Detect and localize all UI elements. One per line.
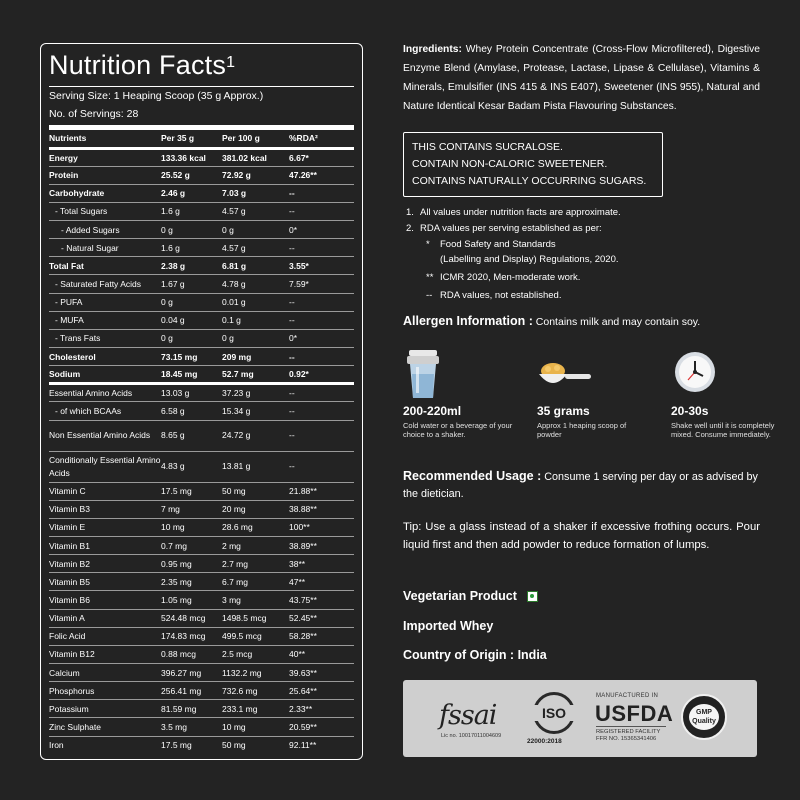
per-100g-value: 50 mg: [222, 740, 246, 751]
nutrient-name: Phosphorus: [49, 682, 161, 700]
nutrition-title: Nutrition Facts$^1$: [49, 49, 354, 87]
per-100g-value: 0 g: [222, 329, 289, 347]
per-35g-value: 0.95 mg: [161, 555, 222, 573]
per-100g-value: 15.34 g: [222, 402, 289, 420]
per-35g-value: 133.36 kcal: [161, 148, 222, 166]
per-35g-value: 0.88 mcg: [161, 645, 222, 663]
nutrient-name: Folic Acid: [49, 627, 161, 645]
note-item: 2. RDA values per serving established as per:: [406, 223, 602, 234]
table-row: [49, 573, 354, 591]
per-100g-value: 50 mg: [222, 482, 289, 500]
warning-line: CONTAINS NATURALLY OCCURRING SUGARS.: [412, 175, 647, 187]
nutrient-name: - Trans Fats: [49, 329, 161, 347]
nutrient-name: - Saturated Fatty Acids: [49, 275, 161, 293]
nutrient-name: Cholesterol: [49, 348, 161, 366]
nutrient-name: Potassium: [49, 700, 161, 718]
table-row: [49, 293, 354, 311]
rda-value: 38.88**: [289, 500, 354, 518]
per-35g-value: 25.52 g: [161, 166, 222, 184]
nutrient-name: - PUFA: [49, 293, 161, 311]
nutrient-name: Vitamin B2: [49, 555, 161, 573]
per-100g-value: 13.81 g: [222, 451, 289, 482]
table-row: [49, 627, 354, 645]
step-title: 35 grams: [537, 404, 590, 418]
gmp-seal-text: GMP Quality: [689, 704, 719, 730]
per-35g-value: 3.5 mg: [161, 718, 222, 736]
per-35g-value: 8.65 g: [161, 420, 222, 451]
rda-value: 38.89**: [289, 537, 354, 555]
per-100g-value: 6.81 g: [222, 257, 289, 275]
step-title: 20-30s: [671, 404, 709, 418]
step-desc: Shake well until it is completely mixed. Consume immediately.: [671, 421, 775, 439]
recommended-text: Consume 1 serving per day or as advised by the dietician.: [403, 471, 758, 500]
nutrient-name: Vitamin B5: [49, 573, 161, 591]
rda-value: --: [289, 402, 354, 420]
rda-value: 58.28**: [289, 627, 354, 645]
nutrient-name: Protein: [49, 166, 161, 184]
per-35g-value: 524.48 mcg: [161, 609, 222, 627]
recommended-label: Recommended Usage :: [403, 469, 542, 483]
rda-value: --: [289, 202, 354, 220]
per-100g-value: 24.72 g: [222, 420, 289, 451]
ingredients-label: Ingredients:: [403, 44, 462, 55]
iso-text: ISO: [533, 705, 575, 721]
per-100g-value: 0.1 g: [222, 311, 289, 329]
per-100g-value: 4.57 g: [222, 239, 289, 257]
per-35g-value: 2.35 mg: [161, 573, 222, 591]
fssai-logo: fssai: [439, 700, 497, 731]
nutrition-table: [49, 130, 354, 754]
per-35g-value: 7 mg: [161, 500, 222, 518]
table-row: [49, 366, 354, 384]
allergen-text: Contains milk and may contain soy.: [535, 316, 701, 328]
country-of-origin: Country of Origin : India: [403, 648, 547, 662]
per-35g-value: 1.6 g: [161, 239, 222, 257]
vegetarian-product: Vegetarian Product: [403, 589, 538, 603]
rda-value: --: [289, 293, 354, 311]
serving-size: Serving Size: 1 Heaping Scoop (35 g Approx.): [49, 90, 264, 102]
per-100g-value: 52.7 mg: [222, 366, 289, 384]
per-100g-value: 1498.5 mcg: [222, 609, 289, 627]
rda-value: 52.45**: [289, 609, 354, 627]
rda-value: 0*: [289, 329, 354, 347]
table-row: [49, 184, 354, 202]
per-35g-value: 18.45 mg: [161, 366, 222, 384]
per-35g-value: 396.27 mg: [161, 664, 222, 682]
preparation-steps: [403, 346, 775, 456]
nutrient-name: Carbohydrate: [49, 184, 161, 202]
nutrient-name: Sodium: [49, 366, 161, 384]
nutrient-name: Energy: [49, 148, 161, 166]
table-row: [49, 700, 354, 718]
allergen-label: Allergen Information :: [403, 314, 533, 328]
table-row: [49, 518, 354, 536]
per-35g-value: 73.15 mg: [161, 348, 222, 366]
per-35g-value: 13.03 g: [161, 384, 222, 402]
per-35g-value: 1.6 g: [161, 202, 222, 220]
header-per-35g: Per 35 g: [161, 130, 222, 148]
per-100g-value: 2.7 mg: [222, 555, 289, 573]
rda-value: --: [289, 184, 354, 202]
usfda-ffr: FFR NO. 15365341406: [596, 736, 657, 742]
nutrient-name: Essential Amino Acids: [49, 384, 161, 402]
rda-value: 47**: [289, 573, 354, 591]
nutrient-name: Non Essential Amino Acids: [49, 420, 161, 451]
rda-value: 20.59**: [289, 718, 354, 736]
per-35g-value: 1.67 g: [161, 275, 222, 293]
per-35g-value: 4.83 g: [161, 451, 222, 482]
nutrient-name: - MUFA: [49, 311, 161, 329]
table-row: [49, 591, 354, 609]
veg-mark-icon: [527, 591, 538, 602]
rda-value: 21.88**: [289, 482, 354, 500]
per-35g-value: 174.83 mcg: [161, 627, 222, 645]
rda-value: 39.63**: [289, 664, 354, 682]
per-100g-value: 72.92 g: [222, 166, 289, 184]
rda-value: 92.11**: [289, 740, 317, 751]
nutrient-name: Vitamin B6: [49, 591, 161, 609]
per-100g-value: 499.5 mcg: [222, 627, 289, 645]
table-row: [49, 166, 354, 184]
rda-value: 40**: [289, 645, 354, 663]
shaker-icon: [405, 348, 441, 400]
scoop-icon: [537, 362, 593, 392]
nutrient-name: Conditionally Essential Amino Acids: [49, 451, 161, 482]
rda-value: 43.75**: [289, 591, 354, 609]
per-100g-value: 1132.2 mg: [222, 664, 289, 682]
rda-value: 100**: [289, 518, 354, 536]
footnotes: [406, 205, 756, 303]
table-row: [49, 736, 354, 754]
per-35g-value: 6.58 g: [161, 402, 222, 420]
usfda-manufactured: MANUFACTURED IN: [596, 693, 659, 699]
rda-value: 0*: [289, 221, 354, 239]
table-header-row: [49, 130, 354, 148]
recommended-usage: [403, 468, 760, 503]
rda-value: --: [289, 348, 354, 366]
table-row: [49, 257, 354, 275]
nutrient-name: Iron: [49, 740, 64, 751]
nutrient-name: Total Fat: [49, 257, 161, 275]
table-row: [49, 500, 354, 518]
rda-value: --: [289, 384, 354, 402]
iso-number: 22000:2018: [527, 738, 562, 745]
rda-value: 0.92*: [289, 366, 354, 384]
tip-text: Tip: Use a glass instead of a shaker if excessive frothing occurs. Pour liquid first and then add powder to reduce formation of lumps.: [403, 521, 760, 551]
rda-value: 3.55*: [289, 257, 354, 275]
per-35g-value: 10 mg: [161, 518, 222, 536]
nutrient-name: Vitamin B3: [49, 500, 161, 518]
per-35g-value: 2.46 g: [161, 184, 222, 202]
certification-strip: [403, 680, 757, 757]
note-sub-item: -- RDA values, not established.: [426, 290, 562, 301]
table-row: [49, 609, 354, 627]
rda-value: 2.33**: [289, 700, 354, 718]
table-row: [49, 555, 354, 573]
step-title: 200-220ml: [403, 404, 462, 418]
nutrition-facts-panel: [40, 43, 363, 760]
nutrient-name: Vitamin B1: [49, 537, 161, 555]
nutrient-name: - Total Sugars: [49, 202, 161, 220]
per-35g-value: 0 g: [161, 293, 222, 311]
table-row: [49, 311, 354, 329]
nutrient-name: Vitamin A: [49, 609, 161, 627]
per-100g-value: 209 mg: [222, 348, 289, 366]
rda-value: --: [289, 420, 354, 451]
per-100g-value: 0 g: [222, 221, 289, 239]
rda-value: 47.26**: [289, 166, 354, 184]
per-35g-value: 1.05 mg: [161, 591, 222, 609]
imported-whey: Imported Whey: [403, 619, 494, 633]
per-35g-value: 0 g: [161, 329, 222, 347]
warning-line: THIS CONTAINS SUCRALOSE.: [412, 141, 563, 153]
fssai-license: Lic no. 10017011004609: [441, 733, 502, 739]
nutrient-name: Vitamin C: [49, 482, 161, 500]
nutrient-name: Calcium: [49, 664, 161, 682]
per-35g-value: 0.7 mg: [161, 537, 222, 555]
table-row: [49, 664, 354, 682]
per-100g-value: 233.1 mg: [222, 700, 289, 718]
table-row: [49, 384, 354, 402]
per-100g-value: 3 mg: [222, 591, 289, 609]
rda-value: 25.64**: [289, 682, 354, 700]
per-100g-value: 10 mg: [222, 718, 289, 736]
per-100g-value: 381.02 kcal: [222, 148, 289, 166]
table-row: [49, 329, 354, 347]
per-100g-value: 7.03 g: [222, 184, 289, 202]
table-row: [49, 482, 354, 500]
per-100g-value: 732.6 mg: [222, 682, 289, 700]
nutrient-name: - of which BCAAs: [49, 402, 161, 420]
per-35g-value: 256.41 mg: [161, 682, 222, 700]
per-35g-value: 2.38 g: [161, 257, 222, 275]
per-100g-value: 20 mg: [222, 500, 289, 518]
table-row: [49, 239, 354, 257]
warning-line: CONTAIN NON-CALORIC SWEETENER.: [412, 158, 608, 170]
allergen-info: [403, 314, 700, 328]
table-row: [49, 275, 354, 293]
step-desc: Cold water or a beverage of your choice to a shaker.: [403, 421, 513, 439]
header-rda: %RDA²: [289, 130, 354, 148]
ingredients: [403, 40, 760, 116]
nutrient-name: - Added Sugars: [49, 221, 161, 239]
per-100g-value: 2 mg: [222, 537, 289, 555]
table-row: [49, 202, 354, 220]
per-100g-value: 0.01 g: [222, 293, 289, 311]
per-35g-value: 17.5 mg: [161, 482, 222, 500]
rda-value: 7.59*: [289, 275, 354, 293]
note-item: 1. All values under nutrition facts are approximate.: [406, 207, 621, 218]
per-100g-value: 37.23 g: [222, 384, 289, 402]
table-row: [49, 682, 354, 700]
rda-value: 38**: [289, 555, 354, 573]
rda-value: 6.67*: [289, 148, 354, 166]
clock-icon: [673, 350, 717, 394]
nutrient-name: Zinc Sulphate: [49, 718, 161, 736]
per-35g-value: 17.5 mg: [161, 740, 192, 751]
per-100g-value: 4.57 g: [222, 202, 289, 220]
rda-value: --: [289, 451, 354, 482]
table-row: [49, 348, 354, 366]
header-nutrients: Nutrients: [49, 130, 161, 148]
header-per-100g: Per 100 g: [222, 130, 289, 148]
note-sub-item: ** ICMR 2020, Men-moderate work.: [426, 272, 581, 283]
per-100g-value: 6.7 mg: [222, 573, 289, 591]
note-sub-item: * Food Safety and Standards (Labelling and Display) Regulations, 2020.: [426, 239, 619, 265]
per-100g-value: 2.5 mcg: [222, 645, 289, 663]
per-100g-value: 4.78 g: [222, 275, 289, 293]
title-footnote-mark: 1: [226, 54, 236, 71]
table-row: [49, 420, 354, 451]
table-row: [49, 645, 354, 663]
nutrient-name: Vitamin E: [49, 518, 161, 536]
table-row: [49, 402, 354, 420]
nutrient-name: Vitamin B12: [49, 645, 161, 663]
usfda-logo: USFDA: [595, 701, 674, 726]
servings-count: No. of Servings: 28: [49, 105, 354, 130]
rda-value: --: [289, 239, 354, 257]
per-35g-value: 81.59 mg: [161, 700, 222, 718]
step-desc: Approx 1 heaping scoop of powder: [537, 421, 627, 439]
per-100g-value: 28.6 mg: [222, 518, 289, 536]
table-row: [49, 537, 354, 555]
usfda-registered: REGISTERED FACILITY: [596, 726, 666, 735]
rda-value: --: [289, 311, 354, 329]
table-row: [49, 718, 354, 736]
nutrient-name: - Natural Sugar: [49, 239, 161, 257]
per-35g-value: 0 g: [161, 221, 222, 239]
warning-box: [403, 132, 663, 197]
table-row: [49, 451, 354, 482]
ingredients-text: Whey Protein Concentrate (Cross-Flow Microfiltered), Digestive Enzyme Blend (Amylase, Protease, Lactase, Lipase & Cellulase), Vitamins & Minerals, Emulsifier (INS 415 & INS E407), Sweetener (INS 955), Natural and Nature Identical Kesar Badam Pista Flavouring Substances.: [403, 44, 760, 112]
table-row: [49, 221, 354, 239]
per-35g-value: 0.04 g: [161, 311, 222, 329]
table-row: [49, 148, 354, 166]
